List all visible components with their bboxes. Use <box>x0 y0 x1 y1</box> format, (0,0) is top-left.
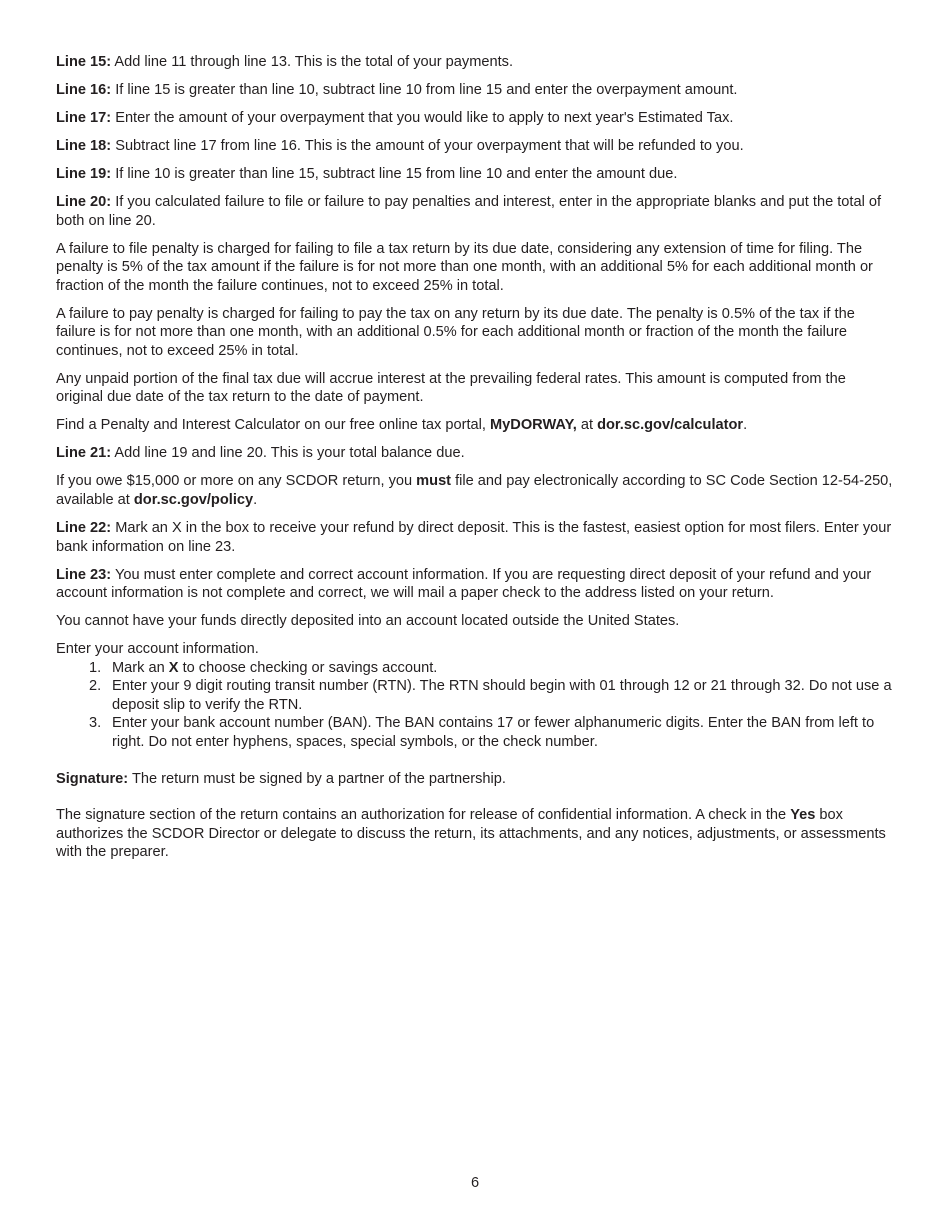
line-22-label: Line 22: <box>56 519 112 536</box>
line-21-label: Line 21: <box>56 445 112 462</box>
list-item: 2. Enter your 9 digit routing transit number (RTN). The RTN should begin with 01 through 12 or 21 through 32. Do not use a deposit slip to verify the RTN. <box>89 678 892 713</box>
account-steps-list <box>56 659 894 752</box>
list-item: 3. Enter your bank account number (BAN). The BAN contains 17 or fewer alphanumeric digits. Enter the BAN from left to right. Do not enter hyphens, spaces, special symbols, or the check number. <box>89 715 875 751</box>
failure-to-pay-paragraph: A failure to pay penalty is charged for failing to pay the tax on any return by its due date. The penalty is 0.5% of the tax if the failure is for not more than one month, with an additional 0.5% for each additional month or fraction of the month the failure continues, not to exceed 25% in total. <box>56 305 855 359</box>
line-16-instruction: Line 16: If line 15 is greater than line 10, subtract line 10 from line 15 and enter the overpayment amount. <box>56 81 738 98</box>
yes-emphasis: Yes <box>790 807 816 824</box>
line-15-instruction: Line 15: Add line 11 through line 13. This is the total of your payments. <box>56 54 513 70</box>
calculator-link[interactable]: dor.sc.gov/calculator <box>597 417 744 434</box>
failure-to-file-paragraph: A failure to file penalty is charged for failing to file a tax return by its due date, considering any extension of time for filing. The penalty is 5% of the tax amount if the failure is for not more than one month, with an additional 5% for each additional month or fraction of the month the failure continues, not to exceed 25% in total. <box>56 240 873 294</box>
line-17-instruction: Line 17: Enter the amount of your overpayment that you would like to apply to next year's Estimated Tax. <box>56 109 734 126</box>
line-19-label: Line 19: <box>56 165 112 182</box>
line-23-instruction: Line 23: You must enter complete and correct account information. If you are requesting direct deposit of your refund and your account information is not complete and correct, we will mail a paper check to the address listed on your return. <box>56 566 872 602</box>
signature-instruction: Signature: The return must be signed by a partner of the partnership. <box>56 770 506 787</box>
line-15-label: Line 15: <box>56 54 112 70</box>
line-20-instruction: Line 20: If you calculated failure to file or failure to pay penalties and interest, enter in the appropriate blanks and put the total of both on line 20. <box>56 193 882 229</box>
line-18-instruction: Line 18: Subtract line 17 from line 16. This is the amount of your overpayment that will be refunded to you. <box>56 137 744 154</box>
line-20-label: Line 20: <box>56 193 112 210</box>
outside-us-paragraph: You cannot have your funds directly deposited into an account located outside the United States. <box>56 613 680 630</box>
account-info-intro: Enter your account information. <box>56 641 259 658</box>
page-number: 6 <box>470 1175 480 1191</box>
instructions-body <box>56 53 894 871</box>
line-22-instruction: Line 22: Mark an X in the box to receive your refund by direct deposit. This is the fastest, easiest option for most filers. Enter your bank information on line 23. <box>56 519 892 555</box>
authorization-paragraph: The signature section of the return contains an authorization for release of confidential information. A check in the Yes box authorizes the SCDOR Director or delegate to discuss the return, its attachments, and any notices, adjustments, or assessments with the preparer. <box>56 807 886 861</box>
must-emphasis: must <box>416 473 452 490</box>
electronic-filing-paragraph: If you owe $15,000 or more on any SCDOR return, you must file and pay electronically according to SC Code Section 12-54-250, available at dor.sc.gov/policy. <box>56 473 893 508</box>
mydorway-portal-name: MyDORWAY, <box>490 417 577 434</box>
line-23-label: Line 23: <box>56 566 112 583</box>
interest-paragraph: Any unpaid portion of the final tax due will accrue interest at the prevailing federal rates. This amount is computed from the original due date of the tax return to the date of payment. <box>56 370 846 406</box>
calculator-paragraph: Find a Penalty and Interest Calculator on our free online tax portal, MyDORWAY, at dor.sc.gov/calculator. <box>56 417 748 434</box>
list-item: 1. Mark an X to choose checking or savings account. <box>89 659 438 676</box>
policy-link[interactable]: dor.sc.gov/policy <box>133 491 254 508</box>
line-19-instruction: Line 19: If line 10 is greater than line 15, subtract line 15 from line 10 and enter the amount due. <box>56 165 678 182</box>
line-16-label: Line 16: <box>56 81 112 98</box>
line-17-label: Line 17: <box>56 109 112 126</box>
signature-label: Signature: <box>56 770 129 787</box>
line-21-instruction: Line 21: Add line 19 and line 20. This is your total balance due. <box>56 445 465 462</box>
line-18-label: Line 18: <box>56 137 112 154</box>
